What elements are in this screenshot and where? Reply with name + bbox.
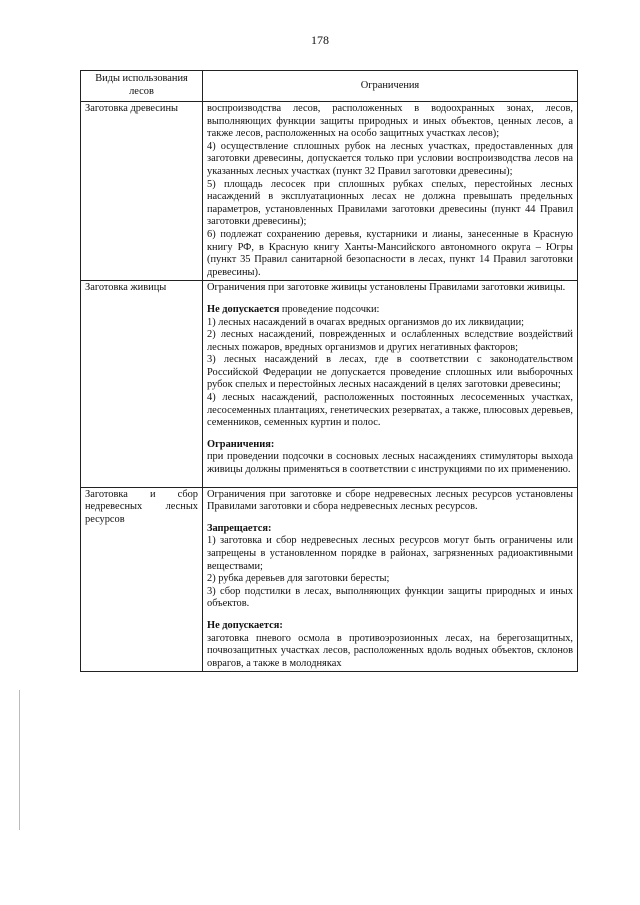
not-allowed-heading: Не допускается [207, 303, 280, 315]
paragraph: 5) площадь лесосек при сплошных рубках спелых, перестойных лесных насаждений в эксплуатационных лесах не должна превышать предельных параметров, установленных Правилами заготовки древесины (пункт 44 Правил заготовки древесины); [207, 178, 573, 228]
list-item: 2) лесных насаждений, поврежденных и ослабленных вследствие воздействий лесных пожаров, вредных организмов и других негативных факторов; [207, 329, 573, 353]
spacer [207, 611, 573, 620]
not-allowed-heading: Не допускается: [207, 619, 283, 631]
usage-type-cell: Заготовка древесины [81, 102, 203, 281]
paragraph: 6) подлежат сохранению деревья, кустарники и лианы, занесенные в Красную книгу РФ, в Красную книгу Ханты-Мансийского автономного округа – Югры (пункт 35 Правил санитарной безопасности в лесах, пункт 14 Правил заготовки древесины). [207, 228, 573, 278]
spacer [207, 430, 573, 439]
restrictions-table [80, 70, 578, 672]
spacer [207, 477, 573, 486]
list-item: 1) лесных насаждений в очагах вредных организмов до их ликвидации; [207, 316, 525, 328]
restrictions-heading: Ограничения: [207, 438, 275, 450]
list-item: 3) лесных насаждений в лесах, где в соответствии с законодательством Российской Федерации не допускается проведение сплошных или выборочных рубок спелых и перестойных лесных насаждений в целях заготовки древесины; [207, 354, 573, 391]
intro-paragraph: Ограничения при заготовке и сборе недревесных лесных ресурсов установлены Правилами заготовки и сбора недревесных лесных ресурсов. [207, 488, 573, 513]
list-item: 4) лесных насаждений, расположенных постоянных лесосеменных участках, лесосеменных плантациях, генетических резерватах, а также, плюсовых деревьев, семенников, семенных куртин и полос. [207, 392, 573, 429]
restrictions-cell [203, 487, 578, 672]
table-row [81, 281, 578, 487]
table-row [81, 487, 578, 672]
table-header-row [81, 71, 578, 102]
not-allowed-line [207, 304, 573, 317]
header-restrictions: Ограничения [203, 71, 578, 102]
spacer [207, 295, 573, 304]
restrictions-text: при проведении подсочки в сосновых лесных насаждениях стимуляторы выхода живицы должны применяться в соответствии с инструкциями по их применению. [207, 451, 573, 476]
prohibited-heading: Запрещается: [207, 522, 272, 534]
margin-scan-mark [19, 690, 20, 830]
paragraph: 4) осуществление сплошных рубок на лесных участках, предоставленных для заготовки древесины, допускается только при условии воспроизводства лесов на указанных лесных участках (пункт 32 Правил заготовки древесины); [207, 140, 573, 177]
table-row [81, 102, 578, 281]
not-allowed-text: заготовка пневого осмола в противоэрозионных лесах, на берегозащитных, почвозащитных участках лесов, расположенных вдоль водных объектов, склонов оврагов, а также в молодняках [207, 632, 573, 669]
not-allowed-rest: проведение подсочки: [279, 303, 380, 315]
list-item: 1) заготовка и сбор недревесных лесных ресурсов могут быть ограничены или запрещены в установленном порядке в районах, загрязненных радиоактивными веществами; [207, 535, 573, 572]
spacer [207, 514, 573, 523]
list-item: 2) рубка деревьев для заготовки бересты; [207, 573, 390, 585]
restrictions-cell [203, 102, 578, 281]
list-item: 3) сбор подстилки в лесах, выполняющих функции защиты природных и иных объектов. [207, 585, 573, 610]
paragraph: воспроизводства лесов, расположенных в водоохранных зонах, лесов, выполняющих функции защиты природных и иных объектов, ценных лесов, а также лесов, расположенных на особо защитных участках лесов); [207, 103, 573, 140]
usage-type-cell: Заготовка живицы [81, 281, 203, 487]
intro-paragraph: Ограничения при заготовке живицы установлены Правилами заготовки живицы. [207, 282, 566, 294]
restrictions-cell [203, 281, 578, 487]
page-number: 178 [311, 33, 329, 47]
header-usage-types: Виды использования лесов [81, 71, 203, 102]
usage-type-cell: Заготовка и сбор недревесных лесных ресурсов [81, 487, 203, 672]
